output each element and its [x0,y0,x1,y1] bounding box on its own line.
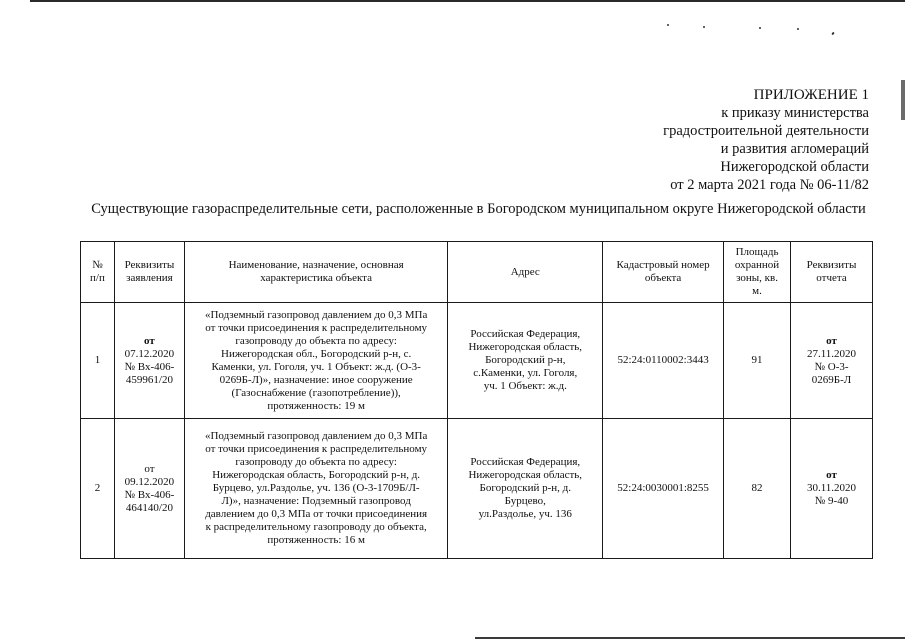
appendix-line: и развития агломераций [720,141,869,157]
cell-cadastral: 52:24:0030001:8255 [603,419,724,559]
scan-speck [797,28,799,30]
cell-area: 91 [724,303,791,419]
report-prefix: от [826,334,837,347]
request-prefix: от [144,462,155,475]
scan-speck [667,24,669,26]
appendix-line: градостроительной деятельности [663,123,869,139]
header-request: Реквизиты заявления [114,242,184,303]
appendix-line: Нижегородской области [720,159,869,175]
appendix-line: к приказу министерства [721,105,869,121]
cell-num: 2 [81,419,115,559]
cell-report [791,419,873,559]
cell-object-name: «Подземный газопровод давлением до 0,3 МПа от точки присоединения к распределительному газопроводу до объекта по адресу: Нижегородская область, Богородский р-н, д. Бурцево, ул.Раздолье, уч. 136 (О-3-1709Б/Л- Л)», назначение: Подземный газопровод давлением до 0,3 МПа от точки присоединения к распределительному газопроводу до объекта, протяженность: 16 м [184,419,447,559]
header-num: № п/п [81,242,115,303]
appendix-block [663,86,869,194]
report-prefix: от [826,469,837,481]
header-address: Адрес [448,242,603,303]
header-report: Реквизиты отчета [791,242,873,303]
gas-network-table [80,241,873,559]
report-details: 27.11.2020 № О-3- 0269Б-Л [806,347,857,386]
scan-top-border [30,0,905,2]
table-header-row [81,242,873,303]
header-name: Наименование, назначение, основная характеристика объекта [184,242,447,303]
cell-request [114,419,184,559]
appendix-heading: ПРИЛОЖЕНИЕ 1 [753,87,869,103]
cell-area: 82 [724,419,791,559]
request-details: 09.12.2020 № Вх-406- 464140/20 [124,475,175,514]
scan-speck [759,27,761,29]
header-cadastral: Кадастровый номер объекта [603,242,724,303]
request-details: 07.12.2020 № Вх-406- 459961/20 [124,347,175,386]
scan-speck [831,32,834,36]
document-title-text: Существующие газораспределительные сети, расположенные в Богородском муниципальном округе Нижегородской области [91,201,866,217]
cell-object-name: «Подземный газопровод давлением до 0,3 МПа от точки присоединения к распределительному газопроводу до объекта по адресу: Нижегородская обл., Богородский р-н, с. Каменки, ул. Гоголя, уч. 1 Объект: ж.д. (О-3- 0269Б-Л)», назначение: иное сооружение (Газоснабжение (газопотребление)), протяженность: 19 м [184,303,447,419]
scan-edge-mark [901,80,905,120]
cell-cadastral: 52:24:0110002:3443 [603,303,724,419]
table-row [81,419,873,559]
request-prefix: от [144,334,155,347]
table-row [81,303,873,419]
cell-num: 1 [81,303,115,419]
appendix-order-date: от 2 марта 2021 года № 06-11/82 [670,177,869,193]
document-title [0,201,905,218]
report-details: 30.11.2020 № 9-40 [806,482,857,507]
cell-request [114,303,184,419]
header-area: Площадь охранной зоны, кв. м. [724,242,791,303]
scan-speck [703,26,705,28]
cell-report [791,303,873,419]
cell-address: Российская Федерация, Нижегородская область, Богородский р-н, д. Бурцево, ул.Раздолье, уч. 136 [448,419,603,559]
cell-address: Российская Федерация, Нижегородская область, Богородский р-н, с.Каменки, ул. Гоголя, уч. 1 Объект: ж.д. [448,303,603,419]
scan-bottom-border [475,637,905,639]
